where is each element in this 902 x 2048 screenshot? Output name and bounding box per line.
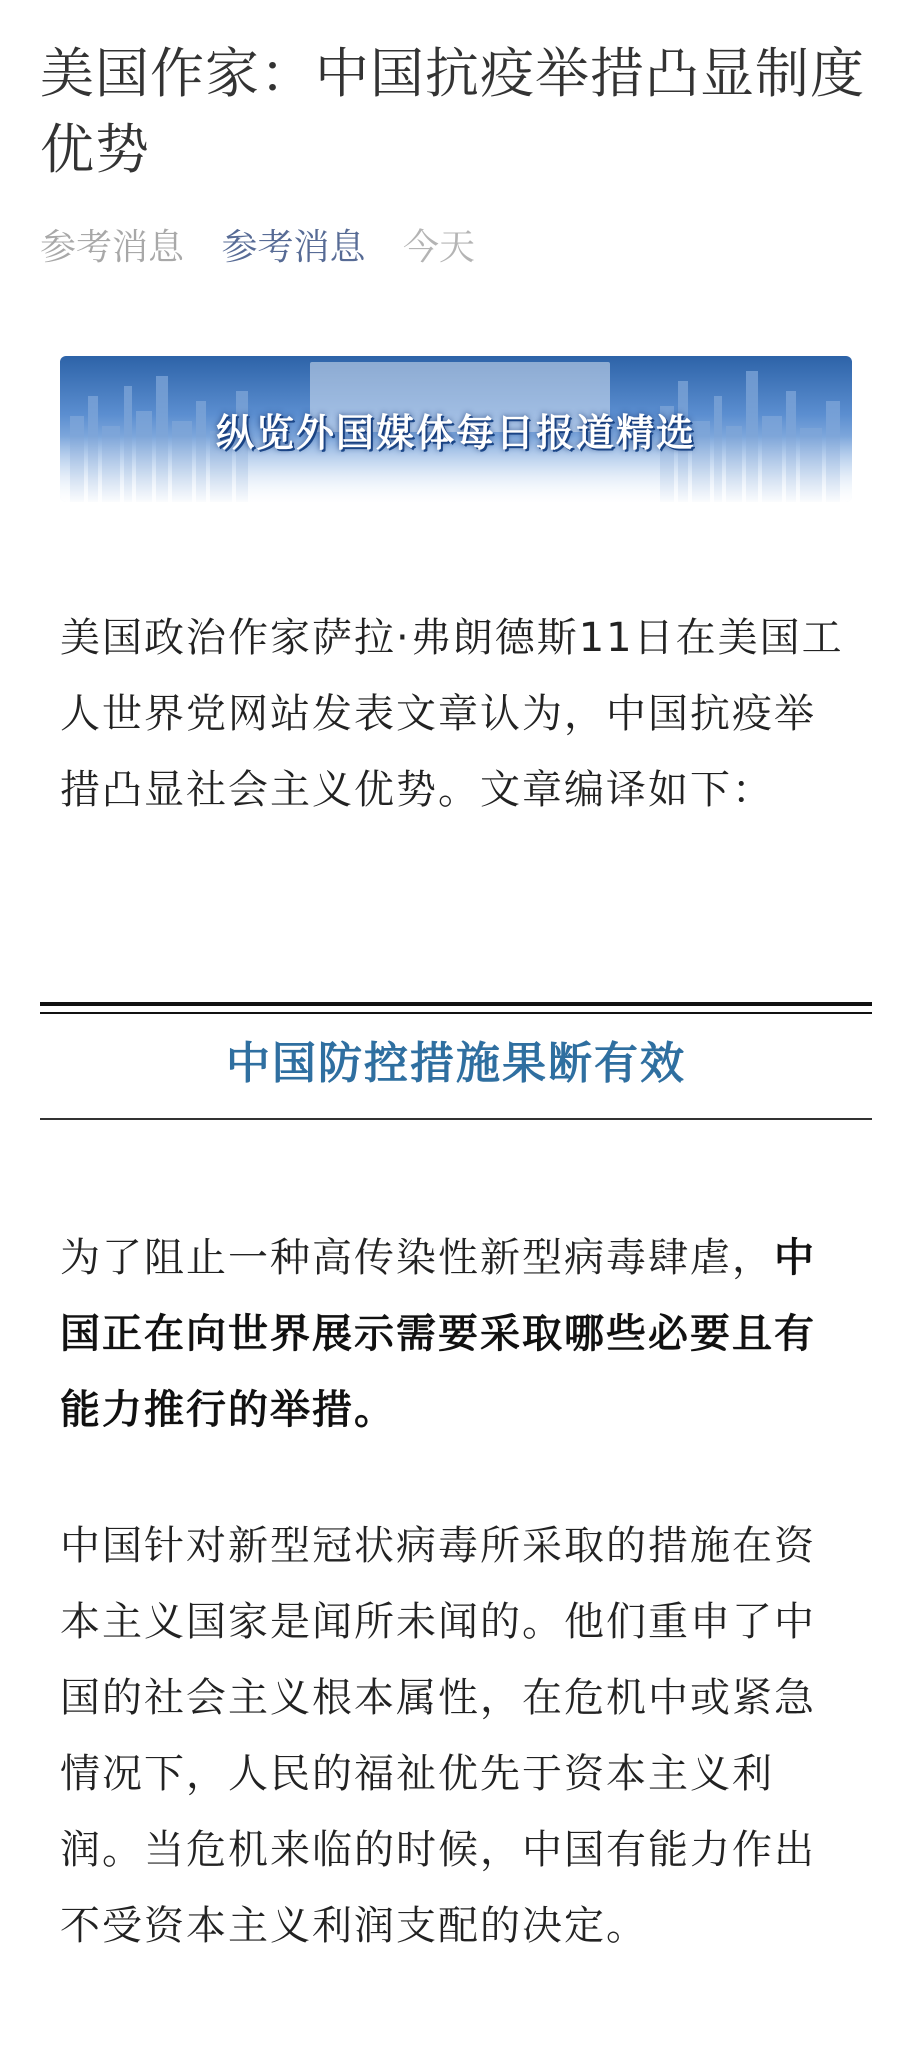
article-meta bbox=[40, 222, 501, 274]
body-paragraph-2: 中国针对新型冠状病毒所采取的措施在资本主义国家是闻所未闻的。他们重申了中国的社会主义根本属性，在危机中或紧急情况下，人民的福祉优先于资本主义利润。当危机来临的时候，中国有能力作出不受资本主义利润支配的决定。 bbox=[60, 1523, 816, 1949]
section-bottom-rule bbox=[40, 1118, 872, 1120]
meta-source: 参考消息 bbox=[40, 227, 185, 268]
section-top-rule-thin bbox=[40, 1012, 872, 1014]
section-top-rule bbox=[40, 1002, 872, 1006]
paragraph-emphasis: 中国正在向世界展示需要采取哪些必要且有能力推行的举措。 bbox=[60, 1235, 816, 1433]
meta-date: 今天 bbox=[402, 227, 475, 268]
meta-account-link[interactable]: 参考消息 bbox=[221, 227, 366, 268]
banner-caption: 纵览外国媒体每日报道精选 bbox=[215, 411, 696, 455]
section-heading-block bbox=[40, 1002, 872, 1120]
section-heading: 中国防控措施果断有效 bbox=[226, 1038, 686, 1089]
article-title: 美国作家：中国抗疫举措凸显制度优势 bbox=[40, 42, 865, 181]
paragraph-text: 为了阻止一种高传染性新型病毒肆虐， bbox=[60, 1235, 774, 1281]
header-banner-image bbox=[60, 356, 852, 502]
body-paragraph-1 bbox=[60, 1220, 850, 1448]
intro-paragraph: 美国政治作家萨拉·弗朗德斯11日在美国工人世界党网站发表文章认为，中国抗疫举措凸显社会主义优势。文章编译如下： bbox=[60, 615, 844, 813]
